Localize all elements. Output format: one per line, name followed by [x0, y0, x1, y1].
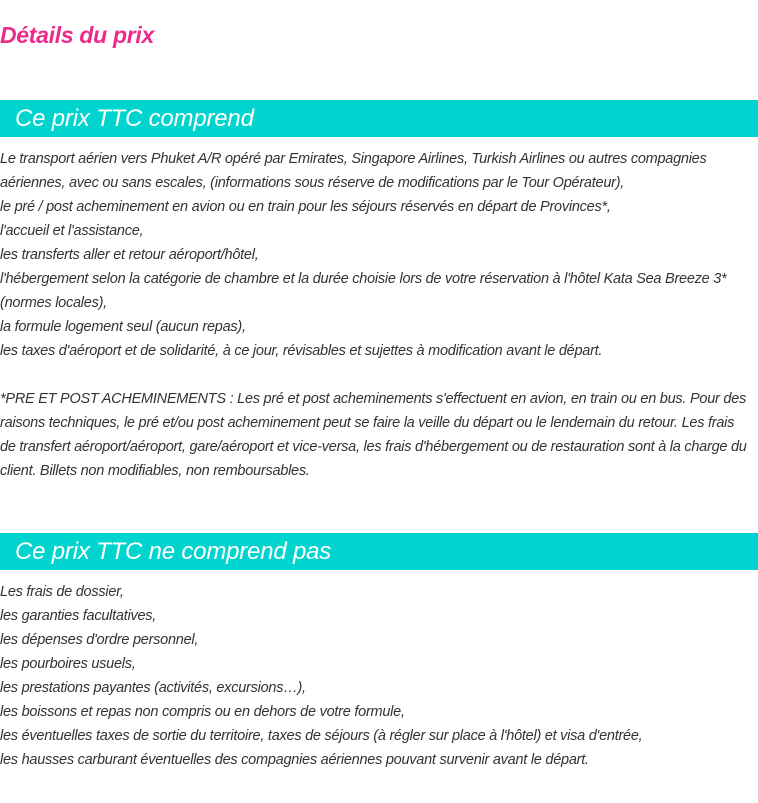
- included-item: l'accueil et l'assistance,: [0, 223, 144, 239]
- excluded-item: les prestations payantes (activités, excursions…),: [0, 680, 306, 696]
- included-item: la formule logement seul (aucun repas),: [0, 319, 246, 335]
- included-item: les transferts aller et retour aéroport/hôtel,: [0, 247, 259, 263]
- pre-post-transport-note: *PRE ET POST ACHEMINEMENTS : Les pré et post acheminements s'effectuent en avion, en train ou en bus. Pour des raisons techniques, le pré et/ou post acheminement peut se faire la veille du départ ou le lendemain du retour. Les frais de transfert aéroport/aéroport, gare/aéroport et vice-versa, les frais d'hébergement ou de restauration sont à la charge du client. Billets non modifiables, non remboursables.: [0, 391, 747, 479]
- excluded-item: les éventuelles taxes de sortie du territoire, taxes de séjours (à régler sur place à l'hôtel) et visa d'entrée,: [0, 728, 643, 744]
- excluded-item: les garanties facultatives,: [0, 608, 157, 624]
- excluded-item: Les frais de dossier,: [0, 584, 124, 600]
- included-item: les taxes d'aéroport et de solidarité, à ce jour, révisables et sujettes à modification avant le départ.: [0, 343, 603, 359]
- included-list: [0, 147, 752, 363]
- excluded-item: les hausses carburant éventuelles des compagnies aériennes pouvant survenir avant le départ.: [0, 752, 589, 768]
- excluded-item: les boissons et repas non compris ou en dehors de votre formule,: [0, 704, 405, 720]
- included-item: l'hébergement selon la catégorie de chambre et la durée choisie lors de votre réservation à l'hôtel Kata Sea Breeze 3* (normes locales),: [0, 271, 727, 311]
- excluded-item: les dépenses d'ordre personnel,: [0, 632, 199, 648]
- page-title: Détails du prix: [0, 22, 154, 48]
- excluded-list: [0, 580, 752, 772]
- included-item: Le transport aérien vers Phuket A/R opéré par Emirates, Singapore Airlines, Turkish Airlines ou autres compagnies aériennes, avec ou sans escales, (informations sous réserve de modifications par le Tour Opérateur),: [0, 151, 707, 191]
- included-item: le pré / post acheminement en avion ou en train pour les séjours réservés en départ de Provinces*,: [0, 199, 611, 215]
- excluded-section-header: Ce prix TTC ne comprend pas: [0, 533, 758, 570]
- excluded-item: les pourboires usuels,: [0, 656, 136, 672]
- included-section-header: Ce prix TTC comprend: [0, 100, 758, 137]
